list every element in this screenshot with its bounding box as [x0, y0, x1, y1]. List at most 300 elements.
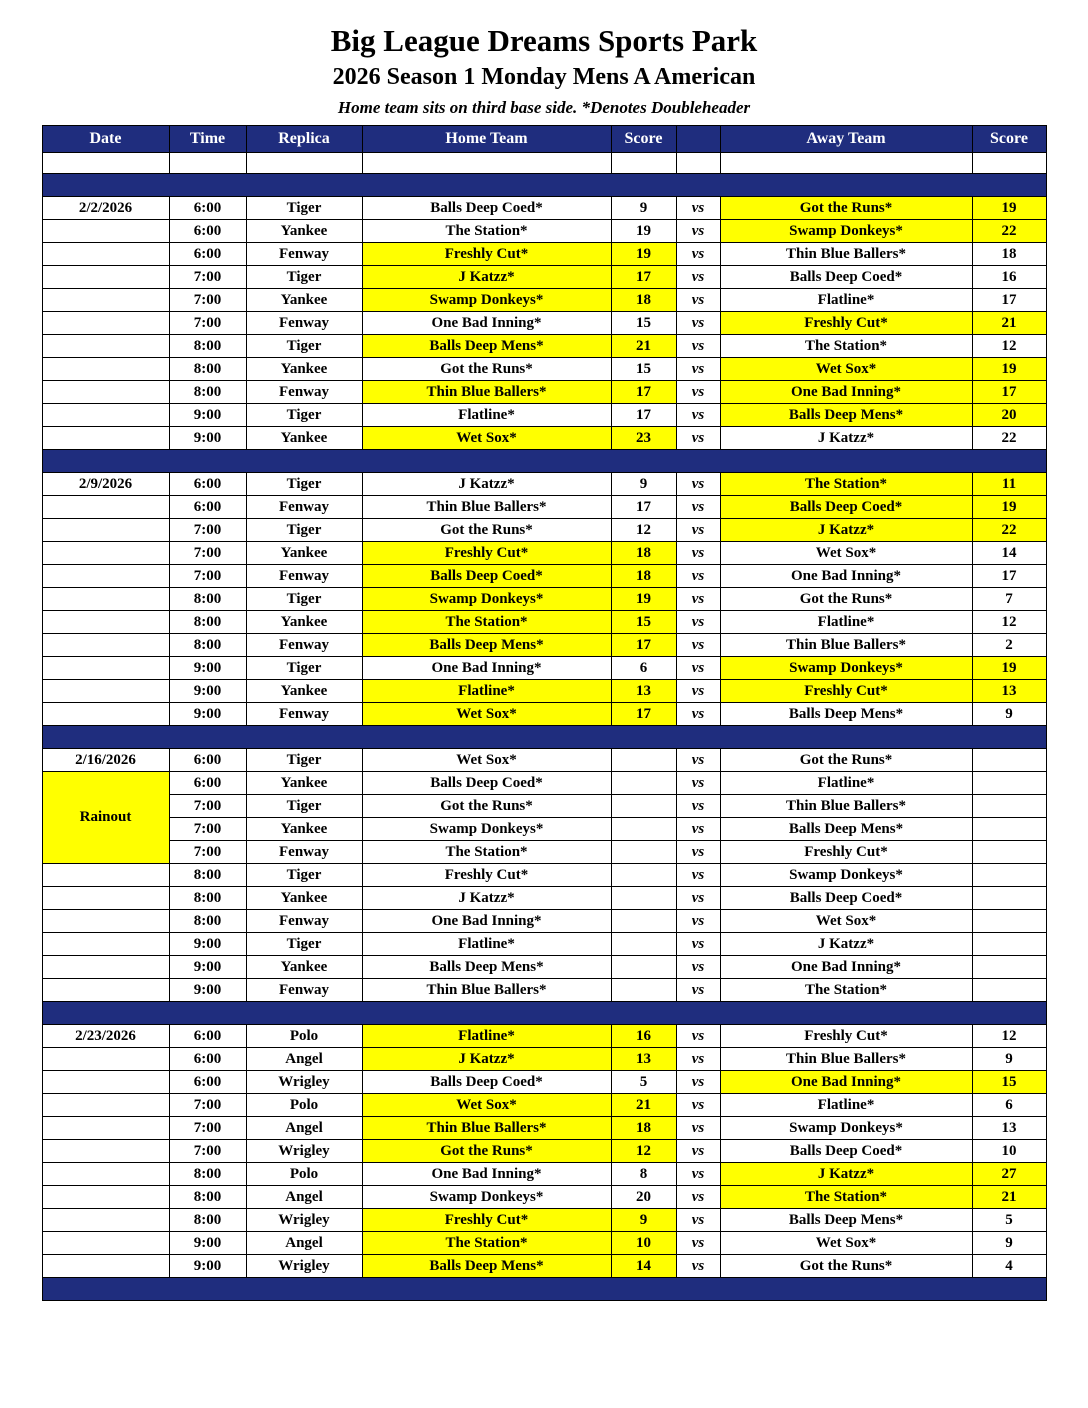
- date-cell: [42, 335, 169, 358]
- time-cell: 7:00: [169, 818, 246, 841]
- date-cell: 2/9/2026: [42, 473, 169, 496]
- time-cell: 6:00: [169, 243, 246, 266]
- away-score-cell: [972, 772, 1046, 795]
- replica-cell: Wrigley: [246, 1209, 362, 1232]
- vs-label: vs: [676, 381, 720, 404]
- date-cell: [42, 266, 169, 289]
- home-team-cell: One Bad Inning*: [362, 1163, 611, 1186]
- replica-cell: Yankee: [246, 818, 362, 841]
- away-team-cell: J Katzz*: [720, 933, 972, 956]
- replica-cell: Wrigley: [246, 1255, 362, 1278]
- date-cell: [42, 1117, 169, 1140]
- game-row: [42, 565, 1046, 588]
- replica-cell: Yankee: [246, 680, 362, 703]
- away-score-cell: 14: [972, 542, 1046, 565]
- game-row: [42, 1140, 1046, 1163]
- vs-label: vs: [676, 657, 720, 680]
- game-row: [42, 473, 1046, 496]
- time-cell: 8:00: [169, 1163, 246, 1186]
- away-team-cell: Wet Sox*: [720, 910, 972, 933]
- away-score-cell: 15: [972, 1071, 1046, 1094]
- home-team-cell: Freshly Cut*: [362, 864, 611, 887]
- vs-label: vs: [676, 197, 720, 220]
- home-team-cell: Thin Blue Ballers*: [362, 496, 611, 519]
- time-cell: 8:00: [169, 611, 246, 634]
- away-score-cell: 22: [972, 220, 1046, 243]
- vs-label: vs: [676, 335, 720, 358]
- away-score-cell: 9: [972, 1048, 1046, 1071]
- spacer-cell: [676, 153, 720, 174]
- home-team-cell: Wet Sox*: [362, 703, 611, 726]
- separator-band: [42, 450, 1046, 473]
- replica-cell: Yankee: [246, 956, 362, 979]
- time-cell: 7:00: [169, 565, 246, 588]
- away-team-cell: Wet Sox*: [720, 1232, 972, 1255]
- away-score-cell: [972, 864, 1046, 887]
- vs-label: vs: [676, 496, 720, 519]
- replica-cell: Angel: [246, 1186, 362, 1209]
- date-cell: [42, 1232, 169, 1255]
- away-score-cell: 2: [972, 634, 1046, 657]
- game-row: [42, 289, 1046, 312]
- date-cell: 2/23/2026: [42, 1025, 169, 1048]
- date-cell: [42, 243, 169, 266]
- rainout-cell: Rainout: [42, 772, 169, 864]
- time-cell: 7:00: [169, 795, 246, 818]
- away-team-cell: Thin Blue Ballers*: [720, 795, 972, 818]
- date-cell: [42, 956, 169, 979]
- vs-label: vs: [676, 1163, 720, 1186]
- home-team-cell: Balls Deep Mens*: [362, 1255, 611, 1278]
- game-row: [42, 588, 1046, 611]
- vs-label: vs: [676, 841, 720, 864]
- away-team-cell: Balls Deep Coed*: [720, 887, 972, 910]
- home-score-cell: 18: [611, 542, 676, 565]
- away-score-cell: 20: [972, 404, 1046, 427]
- away-team-cell: J Katzz*: [720, 519, 972, 542]
- replica-cell: Fenway: [246, 703, 362, 726]
- home-score-cell: 14: [611, 1255, 676, 1278]
- home-score-cell: 15: [611, 358, 676, 381]
- away-score-cell: 10: [972, 1140, 1046, 1163]
- home-score-cell: [611, 979, 676, 1002]
- away-score-cell: 7: [972, 588, 1046, 611]
- vs-label: vs: [676, 634, 720, 657]
- vs-label: vs: [676, 1140, 720, 1163]
- time-cell: 9:00: [169, 933, 246, 956]
- home-score-cell: 17: [611, 496, 676, 519]
- replica-cell: Tiger: [246, 588, 362, 611]
- away-team-cell: Freshly Cut*: [720, 1025, 972, 1048]
- game-row: [42, 266, 1046, 289]
- home-score-cell: 19: [611, 220, 676, 243]
- time-cell: 6:00: [169, 473, 246, 496]
- vs-label: vs: [676, 243, 720, 266]
- vs-label: vs: [676, 1094, 720, 1117]
- home-team-cell: Thin Blue Ballers*: [362, 1117, 611, 1140]
- date-cell: 2/16/2026: [42, 749, 169, 772]
- home-team-cell: Swamp Donkeys*: [362, 289, 611, 312]
- away-team-cell: Balls Deep Mens*: [720, 818, 972, 841]
- vs-label: vs: [676, 772, 720, 795]
- away-team-cell: Got the Runs*: [720, 1255, 972, 1278]
- vs-label: vs: [676, 887, 720, 910]
- time-cell: 7:00: [169, 312, 246, 335]
- time-cell: 6:00: [169, 749, 246, 772]
- game-row: [42, 197, 1046, 220]
- separator-band: [42, 1002, 1046, 1025]
- home-team-cell: J Katzz*: [362, 266, 611, 289]
- spacer-cell: [720, 153, 972, 174]
- game-row: [42, 749, 1046, 772]
- home-score-cell: [611, 818, 676, 841]
- away-team-cell: Got the Runs*: [720, 197, 972, 220]
- away-team-cell: The Station*: [720, 473, 972, 496]
- time-cell: 7:00: [169, 289, 246, 312]
- replica-cell: Yankee: [246, 427, 362, 450]
- vs-label: vs: [676, 427, 720, 450]
- column-header: Away Team: [720, 126, 972, 153]
- home-score-cell: 17: [611, 404, 676, 427]
- game-row: [42, 979, 1046, 1002]
- time-cell: 8:00: [169, 358, 246, 381]
- away-team-cell: Thin Blue Ballers*: [720, 243, 972, 266]
- home-team-cell: Balls Deep Mens*: [362, 956, 611, 979]
- game-row: [42, 1117, 1046, 1140]
- away-score-cell: 17: [972, 565, 1046, 588]
- home-team-cell: J Katzz*: [362, 1048, 611, 1071]
- date-cell: [42, 1094, 169, 1117]
- vs-label: vs: [676, 680, 720, 703]
- date-cell: [42, 496, 169, 519]
- game-row: [42, 243, 1046, 266]
- away-score-cell: 13: [972, 680, 1046, 703]
- replica-cell: Angel: [246, 1048, 362, 1071]
- time-cell: 8:00: [169, 910, 246, 933]
- vs-label: vs: [676, 220, 720, 243]
- date-cell: [42, 1071, 169, 1094]
- vs-label: vs: [676, 1048, 720, 1071]
- time-cell: 9:00: [169, 1232, 246, 1255]
- away-score-cell: 17: [972, 381, 1046, 404]
- away-team-cell: Swamp Donkeys*: [720, 1117, 972, 1140]
- away-score-cell: 19: [972, 657, 1046, 680]
- time-cell: 9:00: [169, 657, 246, 680]
- home-score-cell: 23: [611, 427, 676, 450]
- away-team-cell: Wet Sox*: [720, 542, 972, 565]
- time-cell: 6:00: [169, 496, 246, 519]
- time-cell: 8:00: [169, 1186, 246, 1209]
- home-score-cell: 12: [611, 1140, 676, 1163]
- away-score-cell: 6: [972, 1094, 1046, 1117]
- time-cell: 8:00: [169, 381, 246, 404]
- home-score-cell: 9: [611, 473, 676, 496]
- home-team-cell: Freshly Cut*: [362, 542, 611, 565]
- away-score-cell: 11: [972, 473, 1046, 496]
- vs-label: vs: [676, 818, 720, 841]
- schedule-table-head: [42, 126, 1046, 153]
- date-cell: [42, 887, 169, 910]
- date-cell: [42, 1209, 169, 1232]
- replica-cell: Yankee: [246, 611, 362, 634]
- home-team-cell: Freshly Cut*: [362, 1209, 611, 1232]
- home-team-cell: Freshly Cut*: [362, 243, 611, 266]
- home-score-cell: 15: [611, 312, 676, 335]
- home-score-cell: [611, 933, 676, 956]
- home-team-cell: Balls Deep Coed*: [362, 772, 611, 795]
- time-cell: 7:00: [169, 266, 246, 289]
- spacer-row: [42, 153, 1046, 174]
- replica-cell: Wrigley: [246, 1140, 362, 1163]
- home-team-cell: Wet Sox*: [362, 749, 611, 772]
- home-team-cell: Got the Runs*: [362, 358, 611, 381]
- date-cell: [42, 404, 169, 427]
- away-team-cell: Freshly Cut*: [720, 680, 972, 703]
- vs-label: vs: [676, 588, 720, 611]
- replica-cell: Wrigley: [246, 1071, 362, 1094]
- away-team-cell: Thin Blue Ballers*: [720, 634, 972, 657]
- home-score-cell: 6: [611, 657, 676, 680]
- spacer-cell: [169, 153, 246, 174]
- time-cell: 7:00: [169, 1117, 246, 1140]
- home-team-cell: Balls Deep Coed*: [362, 1071, 611, 1094]
- away-team-cell: J Katzz*: [720, 1163, 972, 1186]
- away-score-cell: [972, 956, 1046, 979]
- home-score-cell: 21: [611, 335, 676, 358]
- home-score-cell: 15: [611, 611, 676, 634]
- game-row: [42, 611, 1046, 634]
- game-row: [42, 335, 1046, 358]
- separator-row: [42, 174, 1046, 197]
- home-team-cell: One Bad Inning*: [362, 657, 611, 680]
- game-row: [42, 772, 1046, 795]
- schedule-table-body: [42, 153, 1046, 1301]
- home-score-cell: [611, 772, 676, 795]
- replica-cell: Fenway: [246, 565, 362, 588]
- home-team-cell: Flatline*: [362, 1025, 611, 1048]
- game-row: [42, 496, 1046, 519]
- home-score-cell: 13: [611, 680, 676, 703]
- home-score-cell: [611, 795, 676, 818]
- time-cell: 9:00: [169, 427, 246, 450]
- home-score-cell: 20: [611, 1186, 676, 1209]
- spacer-cell: [611, 153, 676, 174]
- replica-cell: Tiger: [246, 197, 362, 220]
- away-team-cell: Wet Sox*: [720, 358, 972, 381]
- home-team-cell: The Station*: [362, 611, 611, 634]
- away-team-cell: Swamp Donkeys*: [720, 864, 972, 887]
- vs-label: vs: [676, 289, 720, 312]
- game-row: [42, 1163, 1046, 1186]
- replica-cell: Tiger: [246, 473, 362, 496]
- date-cell: 2/2/2026: [42, 197, 169, 220]
- home-score-cell: [611, 864, 676, 887]
- game-row: [42, 887, 1046, 910]
- home-score-cell: 17: [611, 703, 676, 726]
- home-team-cell: Balls Deep Mens*: [362, 634, 611, 657]
- column-header: Replica: [246, 126, 362, 153]
- replica-cell: Angel: [246, 1232, 362, 1255]
- vs-label: vs: [676, 542, 720, 565]
- home-score-cell: 9: [611, 1209, 676, 1232]
- replica-cell: Fenway: [246, 910, 362, 933]
- date-cell: [42, 1048, 169, 1071]
- game-row: [42, 542, 1046, 565]
- page-note: Home team sits on third base side. *Denotes Doubleheader: [337, 98, 751, 118]
- home-team-cell: Flatline*: [362, 404, 611, 427]
- vs-label: vs: [676, 473, 720, 496]
- away-score-cell: 12: [972, 335, 1046, 358]
- separator-row: [42, 1278, 1046, 1301]
- page-subtitle: 2026 Season 1 Monday Mens A American: [332, 64, 756, 91]
- home-score-cell: [611, 956, 676, 979]
- home-score-cell: 19: [611, 588, 676, 611]
- spacer-cell: [362, 153, 611, 174]
- time-cell: 8:00: [169, 634, 246, 657]
- time-cell: 6:00: [169, 197, 246, 220]
- home-score-cell: 21: [611, 1094, 676, 1117]
- away-team-cell: The Station*: [720, 335, 972, 358]
- game-row: [42, 1186, 1046, 1209]
- away-team-cell: Balls Deep Mens*: [720, 404, 972, 427]
- away-team-cell: Got the Runs*: [720, 749, 972, 772]
- home-score-cell: 18: [611, 1117, 676, 1140]
- date-cell: [42, 611, 169, 634]
- vs-label: vs: [676, 404, 720, 427]
- spacer-cell: [42, 153, 169, 174]
- game-row: [42, 703, 1046, 726]
- game-row: [42, 519, 1046, 542]
- time-cell: 8:00: [169, 887, 246, 910]
- home-team-cell: Thin Blue Ballers*: [362, 381, 611, 404]
- away-score-cell: 9: [972, 1232, 1046, 1255]
- vs-label: vs: [676, 1117, 720, 1140]
- home-score-cell: 8: [611, 1163, 676, 1186]
- away-score-cell: 22: [972, 519, 1046, 542]
- date-cell: [42, 220, 169, 243]
- date-cell: [42, 312, 169, 335]
- home-team-cell: Flatline*: [362, 680, 611, 703]
- replica-cell: Polo: [246, 1025, 362, 1048]
- date-cell: [42, 519, 169, 542]
- header-row: [42, 126, 1046, 153]
- time-cell: 7:00: [169, 519, 246, 542]
- home-team-cell: The Station*: [362, 1232, 611, 1255]
- away-team-cell: Flatline*: [720, 289, 972, 312]
- page-title: Big League Dreams Sports Park: [330, 23, 758, 58]
- home-score-cell: 10: [611, 1232, 676, 1255]
- date-cell: [42, 1163, 169, 1186]
- time-cell: 8:00: [169, 588, 246, 611]
- game-row: [42, 657, 1046, 680]
- date-cell: [42, 565, 169, 588]
- home-team-cell: Balls Deep Coed*: [362, 197, 611, 220]
- home-score-cell: [611, 910, 676, 933]
- away-score-cell: 22: [972, 427, 1046, 450]
- home-team-cell: Swamp Donkeys*: [362, 1186, 611, 1209]
- time-cell: 8:00: [169, 335, 246, 358]
- date-cell: [42, 289, 169, 312]
- time-cell: 6:00: [169, 1048, 246, 1071]
- replica-cell: Tiger: [246, 519, 362, 542]
- away-team-cell: J Katzz*: [720, 427, 972, 450]
- time-cell: 6:00: [169, 772, 246, 795]
- replica-cell: Fenway: [246, 381, 362, 404]
- replica-cell: Fenway: [246, 979, 362, 1002]
- away-team-cell: Freshly Cut*: [720, 841, 972, 864]
- time-cell: 9:00: [169, 979, 246, 1002]
- column-header: [676, 126, 720, 153]
- game-row: [42, 427, 1046, 450]
- replica-cell: Tiger: [246, 657, 362, 680]
- away-score-cell: 21: [972, 312, 1046, 335]
- away-team-cell: The Station*: [720, 1186, 972, 1209]
- date-cell: [42, 542, 169, 565]
- away-team-cell: Swamp Donkeys*: [720, 220, 972, 243]
- replica-cell: Polo: [246, 1094, 362, 1117]
- home-score-cell: 17: [611, 266, 676, 289]
- home-team-cell: The Station*: [362, 841, 611, 864]
- date-cell: [42, 358, 169, 381]
- column-header: Date: [42, 126, 169, 153]
- time-cell: 9:00: [169, 404, 246, 427]
- time-cell: 8:00: [169, 1209, 246, 1232]
- vs-label: vs: [676, 1255, 720, 1278]
- vs-label: vs: [676, 956, 720, 979]
- away-team-cell: Balls Deep Coed*: [720, 1140, 972, 1163]
- replica-cell: Yankee: [246, 220, 362, 243]
- home-team-cell: Wet Sox*: [362, 1094, 611, 1117]
- away-score-cell: [972, 887, 1046, 910]
- away-team-cell: Got the Runs*: [720, 588, 972, 611]
- home-team-cell: Thin Blue Ballers*: [362, 979, 611, 1002]
- game-row: [42, 634, 1046, 657]
- column-header: Time: [169, 126, 246, 153]
- away-score-cell: 27: [972, 1163, 1046, 1186]
- replica-cell: Tiger: [246, 864, 362, 887]
- home-team-cell: Flatline*: [362, 933, 611, 956]
- replica-cell: Tiger: [246, 749, 362, 772]
- away-team-cell: Balls Deep Mens*: [720, 1209, 972, 1232]
- vs-label: vs: [676, 312, 720, 335]
- vs-label: vs: [676, 1209, 720, 1232]
- schedule-table: [42, 125, 1047, 1301]
- column-header: Home Team: [362, 126, 611, 153]
- away-score-cell: [972, 818, 1046, 841]
- spacer-cell: [246, 153, 362, 174]
- away-score-cell: 18: [972, 243, 1046, 266]
- home-score-cell: 18: [611, 565, 676, 588]
- away-team-cell: Balls Deep Coed*: [720, 266, 972, 289]
- home-team-cell: Swamp Donkeys*: [362, 818, 611, 841]
- separator-row: [42, 1002, 1046, 1025]
- column-header: Score: [972, 126, 1046, 153]
- home-score-cell: 5: [611, 1071, 676, 1094]
- vs-label: vs: [676, 1071, 720, 1094]
- game-row: [42, 1209, 1046, 1232]
- game-row: [42, 381, 1046, 404]
- away-score-cell: 19: [972, 358, 1046, 381]
- separator-row: [42, 726, 1046, 749]
- date-cell: [42, 703, 169, 726]
- spacer-cell: [972, 153, 1046, 174]
- vs-label: vs: [676, 358, 720, 381]
- date-cell: [42, 864, 169, 887]
- game-row: [42, 818, 1046, 841]
- home-score-cell: 13: [611, 1048, 676, 1071]
- away-team-cell: Balls Deep Mens*: [720, 703, 972, 726]
- game-row: [42, 312, 1046, 335]
